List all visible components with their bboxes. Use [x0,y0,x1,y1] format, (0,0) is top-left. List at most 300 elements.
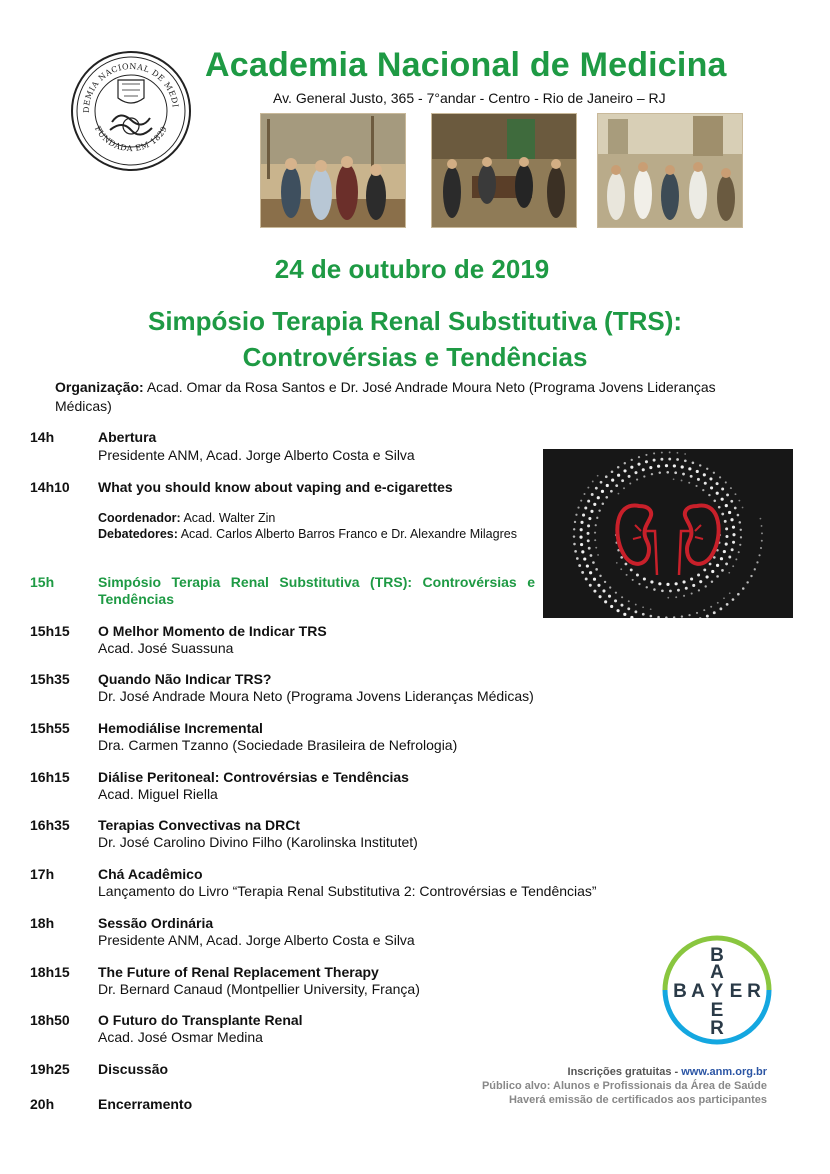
decorative-dot [685,587,688,590]
decorative-dot [611,478,614,481]
session-debaters-vaping [98,526,535,543]
session-speaker-18h: Presidente ANM, Acad. Jorge Alberto Costa e Silva [98,932,415,948]
decorative-dot [636,479,638,481]
decorative-dot [587,500,590,503]
decorative-dot [595,547,597,549]
decorative-dot [611,470,614,473]
decorative-dot [617,474,620,477]
decorative-dot [629,483,631,485]
decorative-dot [669,590,672,593]
session-speaker-16h35: Dr. José Carolino Divino Filho (Karolinska Institutet) [98,834,418,850]
decorative-dot [721,569,724,572]
kidneys-icon [617,506,718,575]
decorative-dot [621,479,624,482]
decorative-dot [579,536,582,539]
decorative-dot [615,484,618,487]
decorative-dot [676,458,679,461]
session-speaker-16h15: Acad. Miguel Riella [98,786,218,802]
decorative-dot [584,506,587,509]
time-15h: 15h [30,574,55,590]
session-speaker-15h55: Dra. Carmen Tzanno (Sociedade Brasileira de Nefrologia) [98,737,458,753]
decorative-dot [760,547,762,549]
decorative-dot [626,574,628,576]
session-title-vaping: What you should know about vaping and e-cigarettes [98,479,453,495]
session-speaker-abertura: Presidente ANM, Acad. Jorge Alberto Costa e Silva [98,447,415,463]
decorative-dot [716,575,719,578]
decorative-dot [725,562,728,565]
session-speaker-18h15: Dr. Bernard Canaud (Montpellier University, França) [98,981,420,997]
decorative-dot [666,471,669,474]
decorative-dot [646,586,648,588]
decorative-dot [574,521,576,523]
decorative-dot [730,487,732,489]
decorative-dot [573,528,575,530]
decorative-dot [595,568,598,571]
decorative-dot [730,518,733,521]
decorative-dot [761,525,763,527]
debaters-label: Debatedores: [98,527,178,541]
decorative-dot [593,590,596,593]
decorative-dot [725,481,727,483]
decorative-dot [669,451,671,453]
decorative-dot [620,604,623,607]
decorative-dot [725,504,728,507]
academy-title: Academia Nacional de Medicina [205,46,727,84]
decorative-dot [585,578,588,581]
decorative-dot [642,468,645,471]
decorative-dot [583,557,586,560]
decorative-dot [716,492,719,495]
decorative-dot [735,558,737,560]
decorative-dot [575,514,577,516]
time-17h: 17h [30,866,55,882]
symposium-title-line1: Simpósio Terapia Renal Substitutiva (TRS): [147,306,683,336]
decorative-dot [713,472,715,474]
decorative-dot [659,472,661,474]
decorative-dot [650,615,653,618]
organization-block [55,378,745,416]
decorative-dot [593,578,596,581]
decorative-dot [614,599,617,602]
decorative-dot [732,541,735,544]
decorative-dot [592,561,595,564]
decorative-dot [760,518,762,520]
decorative-dot [684,459,687,462]
decorative-dot [730,500,733,503]
decorative-dot [719,476,721,478]
decorative-dot [618,493,620,495]
decorative-dot [602,589,605,592]
decorative-dot [761,540,763,542]
decorative-dot [697,478,700,481]
decorative-dot [690,475,693,478]
decorative-dot [725,543,728,546]
decorative-dot [681,465,684,468]
decorative-dot [649,466,652,469]
decorative-dot [723,550,726,553]
decorative-dot [682,473,685,476]
decorative-dot [597,496,600,499]
decorative-dot [665,616,668,618]
footer-target-audience: Público alvo: Alunos e Profissionais da Área de Saúde [481,1080,767,1092]
decorative-dot [642,606,644,608]
decorative-dot [683,595,685,597]
coordinator-name: Acad. Walter Zin [183,511,276,525]
decorative-dot [604,600,607,603]
decorative-dot [624,462,626,464]
decorative-dot [589,584,592,587]
decorative-dot [597,584,600,587]
decorative-dot [681,480,683,482]
footer-certificates: Haverá emissão de certificados aos participantes [508,1094,767,1106]
decorative-dot [681,615,683,617]
decorative-dot [725,535,728,538]
decorative-dot [723,597,725,599]
decorative-dot [728,556,731,559]
time-14h10: 14h10 [30,479,70,495]
decorative-dot [588,517,591,520]
decorative-dot [580,543,583,546]
decorative-dot [631,459,633,461]
decorative-dot [582,514,585,517]
decorative-dot [645,460,648,463]
decorative-dot [597,554,599,556]
organization-label: Organização: [55,379,144,395]
decorative-dot [630,466,633,469]
time-15h55: 15h55 [30,720,70,736]
decorative-dot [643,577,646,580]
decorative-dot [703,568,706,571]
decorative-dot [586,564,589,567]
decorative-dot [721,513,724,516]
time-16h35: 16h35 [30,817,70,833]
decorative-dot [660,458,663,461]
time-16h15: 16h15 [30,769,70,785]
academy-address: Av. General Justo, 365 - 7°andar - Centro - Rio de Janeiro – RJ [273,90,666,106]
decorative-dot [692,584,695,587]
decorative-dot [658,582,661,585]
bayer-letter-a: A [691,981,705,1002]
seal-text-bottom: FUNDADA EM 1829 [92,124,170,154]
decorative-dot [635,604,637,606]
decorative-dot [610,605,613,608]
decorative-dot [709,477,712,480]
decorative-dot [732,598,735,601]
decorative-dot [742,587,745,590]
decorative-dot [638,456,640,458]
decorative-dot [588,547,591,550]
event-date [0,254,830,285]
decorative-dot [709,563,712,566]
decorative-dot [699,464,701,466]
decorative-dot [710,606,712,608]
decorative-dot [627,607,630,610]
decorative-dot [740,529,742,531]
decorative-dot [713,611,716,614]
decorative-dot [628,475,631,478]
time-15h35: 15h35 [30,671,70,687]
decorative-dot [650,608,652,610]
time-18h: 18h [30,915,55,931]
decorative-dot [675,596,677,598]
session-title-simposio-line1: Simpósio Terapia Renal Substitutiva (TRS): Controvérsias e [98,574,535,590]
decorative-dot [713,556,716,559]
decorative-dot [576,557,579,560]
decorative-dot [731,548,734,551]
decorative-dot [673,464,676,467]
decorative-dot [717,602,719,604]
decorative-dot [728,572,730,574]
bayer-logo [661,934,773,1046]
decorative-dot [657,616,660,618]
decorative-dot [725,527,728,530]
seal-text-top: DEMIA NACIONAL DE MEDI [81,61,180,114]
decorative-dot [729,592,731,594]
decorative-dot [728,511,731,514]
decorative-dot [580,521,583,524]
decorative-dot [653,459,656,462]
decorative-dot [734,507,737,510]
decorative-dot [581,571,584,574]
decorative-dot [724,520,727,523]
decorative-dot [677,589,680,592]
decorative-dot [580,528,583,531]
decorative-dot [620,556,623,559]
decorative-dot [684,453,686,455]
event-date-text: 24 de outubro de 2019 [274,254,550,284]
decorative-dot [661,452,663,454]
decorative-dot [761,532,763,534]
decorative-dot [692,461,695,464]
decorative-dot [616,609,619,612]
decorative-dot [595,524,597,526]
decorative-dot [580,500,582,502]
decorative-dot [589,571,592,574]
decorative-dot [606,484,609,487]
decorative-dot [706,468,708,470]
decorative-dot [737,514,740,517]
decorative-dot [732,565,734,567]
decorative-dot [713,500,716,503]
decorative-dot [587,487,589,489]
decorative-dot [695,485,697,487]
decorative-dot [746,581,748,583]
decorative-dot [653,588,656,591]
painting-historic-signing [431,113,577,228]
decorative-dot [750,575,752,577]
time-20h: 20h [30,1096,55,1112]
decorative-dot [666,583,669,586]
session-title-20h: Encerramento [98,1096,193,1112]
decorative-dot [577,507,579,509]
decorative-dot [609,586,611,588]
decorative-dot [688,467,691,470]
decorative-dot [696,470,699,473]
decorative-dot [573,535,575,537]
decorative-dot [673,616,675,618]
decorative-dot [610,490,613,493]
session-title-19h25: Discussão [98,1061,169,1077]
decorative-dot [597,475,599,477]
decorative-dot [595,487,598,490]
decorative-dot [710,486,713,489]
decorative-dot [732,533,735,536]
bayer-letter-b: B [673,981,687,1002]
decorative-dot [581,550,584,553]
decorative-dot [623,487,625,489]
session-coordinator-vaping [98,510,535,527]
kidney-illustration [543,449,793,618]
time-18h50: 18h50 [30,1012,70,1028]
decorative-dot [668,458,671,461]
footer-registration-label: Inscrições gratuitas - [567,1066,682,1078]
decorative-dot [637,463,640,466]
decorative-dot [661,589,664,592]
decorative-dot [590,510,593,513]
decorative-dot [645,454,647,456]
decorative-dot [698,589,700,591]
decorative-dot [601,490,604,493]
decorative-dot [716,564,719,567]
decorative-dot [574,550,577,553]
bayer-letter-r: R [747,981,761,1002]
decorative-dot [758,554,760,556]
session-title-simposio-line2: Tendências [98,591,174,607]
decorative-dot [716,482,719,485]
decorative-dot [598,509,600,511]
bayer-letter-a-top: A [710,962,724,983]
painting-historic-ceremony [260,113,406,228]
decorative-dot [592,481,594,483]
decorative-dot [711,581,713,583]
debaters-names: Acad. Carlos Alberto Barros Franco e Dr. Alexandre Milagres [180,527,517,541]
decorative-dot [623,469,626,472]
decorative-dot [737,593,740,596]
time-18h15: 18h15 [30,964,70,980]
footer-website-link[interactable]: www.anm.org.br [681,1066,767,1078]
session-title-16h35: Terapias Convectivas na DRCt [98,817,301,833]
decorative-dot [604,581,606,583]
painting-historic-physicians [597,113,743,228]
decorative-dot [620,568,622,570]
decorative-dot [690,577,693,580]
decorative-dot [617,466,620,469]
decorative-dot [702,489,704,491]
decorative-dot [674,471,677,474]
decorative-dot [721,498,724,501]
symposium-title-line2: Controvérsias e Tendências [242,342,588,372]
time-15h15: 15h15 [30,623,70,639]
decorative-dot [677,452,679,454]
decorative-dot [699,617,702,618]
session-speaker-15h35: Dr. José Andrade Moura Neto (Programa Jovens Lideranças Médicas) [98,688,534,704]
decorative-dot [675,582,678,585]
session-title-18h: Sessão Ordinária [98,915,214,931]
session-title-abertura: Abertura [98,429,157,445]
decorative-dot [605,475,608,478]
decorative-dot [735,493,737,495]
decorative-dot [650,580,653,583]
decorative-dot [608,595,611,598]
decorative-dot [591,493,594,496]
decorative-dot [721,488,724,491]
academy-seal-logo [70,50,192,172]
decorative-dot [594,532,596,534]
session-speaker-18h50: Acad. José Osmar Medina [98,1029,263,1045]
decorative-dot [738,500,740,502]
decorative-dot [699,580,702,583]
decorative-dot [653,452,655,454]
decorative-dot [739,521,742,524]
decorative-dot [616,562,618,564]
decorative-dot [726,493,729,496]
coordinator-label: Coordenador: [98,511,181,525]
organization-text: Acad. Omar da Rosa Santos e Dr. José Andrade Moura Neto (Programa Jovens Lideranças Médicas) [55,379,716,414]
decorative-dot [673,478,675,480]
decorative-dot [594,539,596,541]
decorative-dot [688,482,690,484]
decorative-dot [587,539,590,542]
decorative-dot [667,597,669,599]
decorative-dot [657,465,660,468]
decorative-dot [651,473,653,475]
decorative-dot [638,583,640,585]
bayer-letter-y: Y [710,981,724,1002]
bayer-letter-b-top: B [710,945,724,966]
decorative-dot [682,580,685,583]
time-19h25: 19h25 [30,1061,70,1077]
decorative-dot [602,503,605,506]
symposium-title [0,303,830,375]
decorative-dot [732,526,735,529]
decorative-dot [726,603,729,606]
decorative-dot [634,610,637,613]
decorative-dot [578,564,581,567]
decorative-dot [742,507,744,509]
session-speaker-15h15: Acad. José Suassuna [98,640,234,656]
decorative-dot [599,595,602,598]
decorative-dot [739,544,741,546]
decorative-dot [718,506,721,509]
decorative-dot [706,615,709,618]
decorative-dot [756,561,758,563]
decorative-dot [740,536,742,538]
footer-registration [568,1066,767,1078]
decorative-dot [625,563,628,566]
bayer-letter-e: E [729,981,743,1002]
decorative-dot [630,616,633,618]
decorative-dot [636,573,639,576]
decorative-dot [596,517,598,519]
session-title-15h35: Quando Não Indicar TRS? [98,671,272,687]
decorative-dot [703,609,705,611]
decorative-dot [623,613,626,616]
session-title-17h: Chá Acadêmico [98,866,203,882]
decorative-dot [705,585,707,587]
session-speaker-17h: Lançamento do Livro “Terapia Renal Substitutiva 2: Controvérsias e Tendências” [98,883,597,899]
decorative-dot [720,557,723,560]
session-title-15h55: Hemodiálise Incremental [98,720,263,736]
decorative-dot [719,607,722,610]
decorative-dot [691,592,693,594]
decorative-dot [628,600,630,602]
session-title-18h15: The Future of Renal Replacement Therapy [98,964,379,980]
decorative-dot [600,481,603,484]
session-title-15h15: O Melhor Momento de Indicar TRS [98,623,327,639]
time-14h: 14h [30,429,55,445]
decorative-dot [696,612,698,614]
session-title-18h50: O Futuro do Transplante Renal [98,1012,303,1028]
